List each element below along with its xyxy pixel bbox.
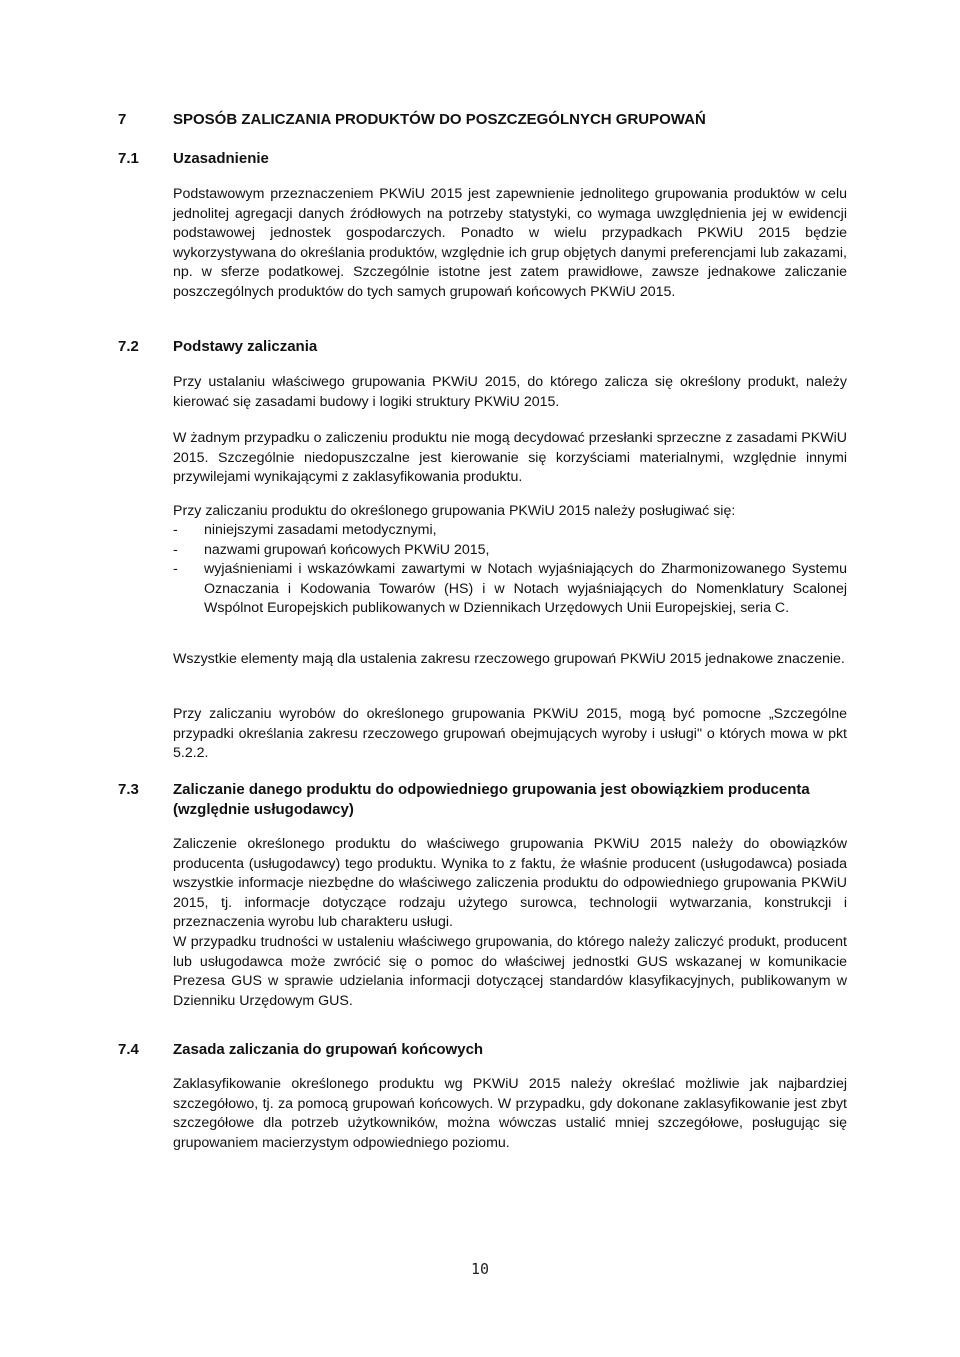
list-bullet: - [173, 522, 178, 538]
list-item: - niniejszymi zasadami metodycznymi, [173, 521, 847, 541]
section-title: Uzasadnienie [173, 150, 269, 167]
list-bullet: - [173, 561, 178, 578]
list-bullet: - [173, 541, 178, 558]
section-7-2-list [173, 521, 847, 619]
section-7-3-paragraph-2: W przypadku trudności w ustaleniu właściwego grupowania, do którego należy zaliczyć produkt, producent lub usługodawca może zwrócić się o pomoc do właściwej jednostki GUS wskazanej w komunikacie Prezesa GUS w sprawie udzielania informacji dotyczącej standardów klasyfikacyjnych, publikowanym w Dzienniku Urzędowym GUS. [173, 934, 847, 1009]
page-number: 10 [470, 1260, 490, 1278]
section-7-2-paragraph-1: Przy ustalaniu właściwego grupowania PKWiU 2015, do którego zalicza się określony produkt, należy kierować się zasadami budowy i logiki struktury PKWiU 2015. [173, 374, 847, 410]
list-item: - wyjaśnieniami i wskazówkami zawartymi w Notach wyjaśniających do Zharmonizowanego Systemu Oznaczania i Kodowania Towarów (HS) i w Notach wyjaśniających do Nomenklatury Scalonej Wspólnot Europejskich publikowanych w Dziennikach Urzędowych Unii Europejskiej, seria C. [173, 561, 847, 617]
section-title: Podstawy zaliczania [173, 338, 318, 355]
section-7-3-paragraph-1: Zaliczenie określonego produktu do właściwego grupowania PKWiU 2015 należy do obowiązków producenta (usługodawcy) tego produktu. Wynika to z faktu, że właśnie producent (usługodawca) posiada wszystkie informacje niezbędne do właściwego zaliczenia produktu do odpowiedniego grupowania PKWiU 2015, tj. informacje dotyczące rodzaju użytego surowca, technologii wytwarzania, konstrukcji i przeznaczenia wyrobu lub charakteru usługi. [173, 836, 847, 931]
section-7-2-paragraph-2: W żadnym przypadku o zaliczeniu produktu nie mogą decydować przesłanki sprzeczne z zasadami PKWiU 2015. Szczególnie niedopuszczalne jest kierowanie się korzyściami materialnymi, względnie innymi przywilejami wynikającymi z zaklasyfikowania produktu. [173, 430, 847, 486]
section-7-2-paragraph-5: Przy zaliczaniu wyrobów do określonego grupowania PKWiU 2015, mogą być pomocne „Szczególne przypadki określania zakresu rzeczowego grupowań obejmujących wyroby i usługi" o których mowa w pkt 5.2.2. [173, 706, 847, 762]
list-item: - nazwami grupowań końcowych PKWiU 2015, [173, 541, 847, 561]
section-7-2-paragraph-4: Wszystkie elementy mają dla ustalenia zakresu rzeczowego grupowań PKWiU 2015 jednakowe znaczenie. [173, 651, 845, 667]
section-number: 7.4 [118, 1041, 139, 1058]
section-7-1-paragraph: Podstawowym przeznaczeniem PKWiU 2015 jest zapewnienie jednolitego grupowania produktów w celu jednolitej agregacji danych źródłowych na potrzeby statystyki, co wymaga uwzględnienia jej w ewidencji podstawowej jednostek gospodarczych. Ponadto w wielu przypadkach PKWiU 2015 będzie wykorzystywana do określania produktów, względnie ich grup objętych danymi preferencjami lub zakazami, np. w sferze podatkowej. Szczególnie istotne jest zatem prawidłowe, zawsze jednakowe zaliczanie poszczególnych produktów do tych samych grupowań końcowych PKWiU 2015. [173, 186, 847, 300]
section-number: 7.1 [118, 150, 139, 167]
section-7-2-paragraph-3: Przy zaliczaniu produktu do określonego grupowania PKWiU 2015 należy posługiwać się: [173, 503, 736, 519]
section-title: Zasada zaliczania do grupowań końcowych [173, 1041, 484, 1058]
section-title: Zaliczanie danego produktu do odpowiedniego grupowania jest obowiązkiem producenta (względnie usługodawcy) [173, 781, 810, 818]
section-number: 7 [118, 111, 127, 128]
section-title: SPOSÓB ZALICZANIA PRODUKTÓW DO POSZCZEGÓLNYCH GRUPOWAŃ [173, 111, 706, 128]
section-number: 7.2 [118, 338, 139, 355]
section-7-4-paragraph: Zaklasyfikowanie określonego produktu wg PKWiU 2015 należy określać możliwie jak najbardziej szczegółowo, tj. za pomocą grupowań końcowych. W przypadku, gdy dokonane zaklasyfikowanie jest zbyt szczegółowe dla potrzeb użytkowników, można wówczas ustalić mniej szczegółowe, posługując się grupowaniem macierzystym odpowiedniego poziomu. [173, 1076, 847, 1151]
section-number: 7.3 [118, 781, 139, 798]
